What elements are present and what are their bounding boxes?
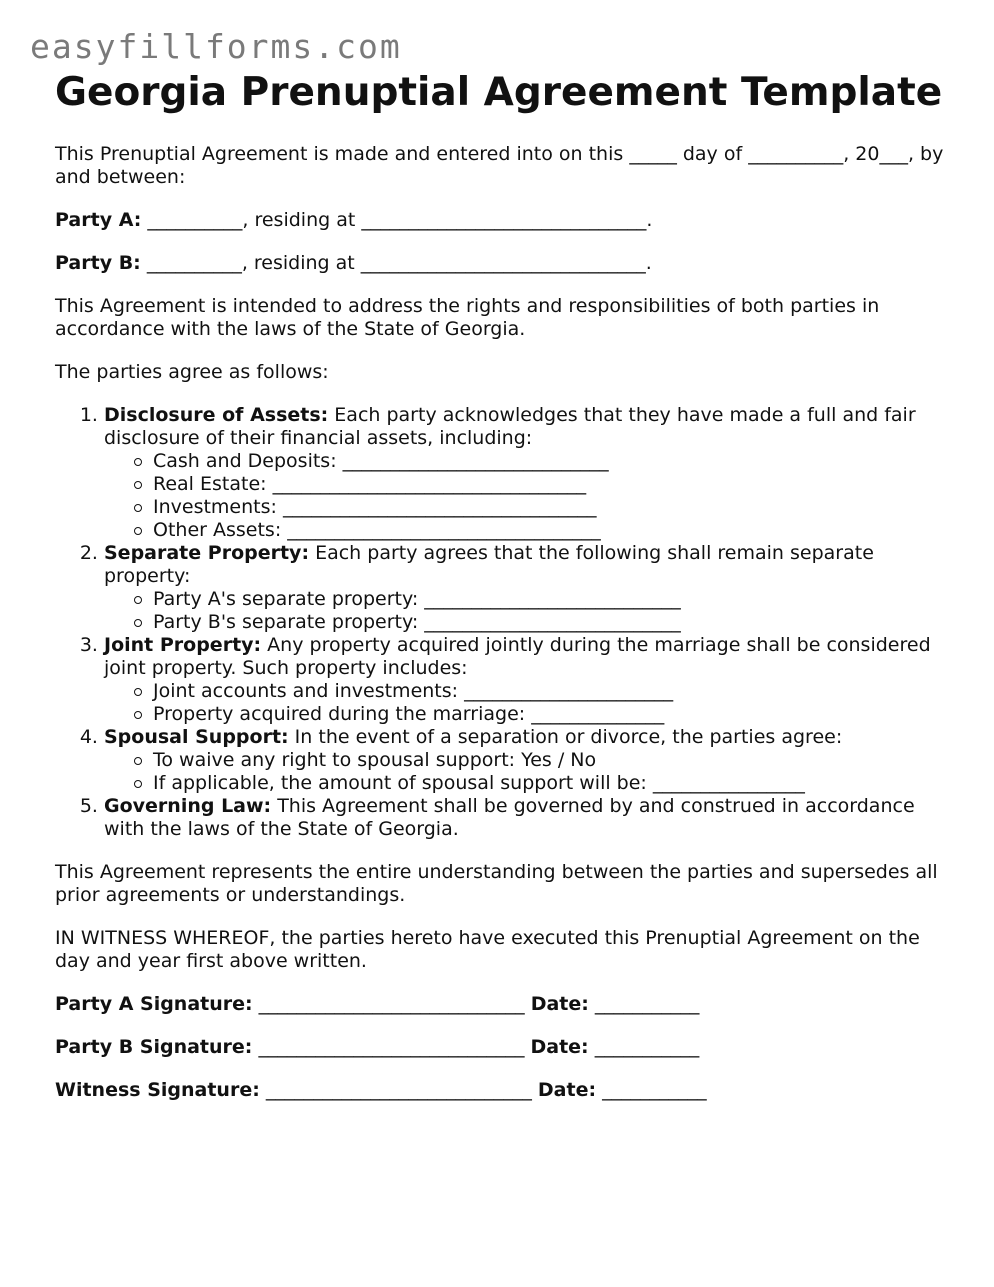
date-label: Date: [530,1036,589,1058]
term-text: Each party agrees that the following shall remain separate property: [104,542,874,587]
signature-line-witness [55,1079,945,1102]
list-item: Cash and Deposits: ____________________________ [153,450,945,473]
purpose-paragraph: This Agreement is intended to address the rights and responsibilities of both parties in accordance with the laws of the State of Georgia. [55,295,880,340]
terms-list [55,404,945,841]
asset-list [104,450,945,542]
term-joint-property [104,634,945,726]
term-text: Each party acknowledges that they have made a full and fair disclosure of their financial assets, including: [104,404,916,449]
watermark: easyfillforms.com [30,27,402,66]
signature-blank: ____________________________ [252,993,531,1015]
term-separate-property [104,542,945,634]
date-blank: ___________ [588,993,700,1015]
entire-agreement-paragraph: This Agreement represents the entire understanding between the parties and supersedes all prior agreements or understandings. [55,861,938,906]
term-text: This Agreement shall be governed by and construed in accordance with the laws of the State of Georgia. [104,795,915,840]
party-a-label: Party A: [55,209,142,231]
term-heading: Disclosure of Assets: [104,404,329,426]
agree-intro: The parties agree as follows: [55,361,329,383]
list-item: Other Assets: _________________________________ [153,519,945,542]
signature-blank: ____________________________ [252,1036,531,1058]
term-heading: Spousal Support: [104,726,289,748]
term-disclosure-of-assets [104,404,945,542]
term-text: Any property acquired jointly during the marriage shall be considered joint property. Such property includes: [104,634,931,679]
spousal-support-list [104,749,945,795]
list-item: Property acquired during the marriage: ______________ [153,703,945,726]
party-b-label: Party B: [55,252,141,274]
list-item: To waive any right to spousal support: Yes / No [153,749,945,772]
date-blank: ___________ [596,1079,707,1101]
term-heading: Joint Property: [104,634,262,656]
term-heading: Separate Property: [104,542,310,564]
intro-paragraph: This Prenuptial Agreement is made and entered into on this _____ day of __________, 20___, by and between: [55,143,944,188]
signature-label: Witness Signature: [55,1079,260,1101]
party-b-fields: __________, residing at ______________________________. [140,252,652,274]
date-blank: ___________ [588,1036,700,1058]
document-body [55,70,945,1102]
document-title: Georgia Prenuptial Agreement Template [55,70,943,115]
signature-line-party-b [55,1036,945,1059]
term-heading: Governing Law: [104,795,272,817]
list-item: Real Estate: _________________________________ [153,473,945,496]
term-governing-law [104,795,945,841]
party-b-line [55,252,945,275]
list-item: If applicable, the amount of spousal support will be: ________________ [153,772,945,795]
term-spousal-support [104,726,945,795]
witness-clause: IN WITNESS WHEREOF, the parties hereto have executed this Prenuptial Agreement on the day and year first above written. [55,927,920,972]
list-item: Joint accounts and investments: ______________________ [153,680,945,703]
term-text: In the event of a separation or divorce, the parties agree: [288,726,843,748]
list-item: Party A's separate property: ___________________________ [153,588,945,611]
joint-property-list [104,680,945,726]
signature-blank: ____________________________ [259,1079,538,1101]
signature-label: Party A Signature: [55,993,253,1015]
signature-label: Party B Signature: [55,1036,253,1058]
separate-property-list [104,588,945,634]
date-label: Date: [537,1079,597,1101]
date-label: Date: [530,993,589,1015]
signature-line-party-a [55,993,945,1016]
list-item: Party B's separate property: ___________________________ [153,611,945,634]
list-item: Investments: _________________________________ [153,496,945,519]
party-a-fields: __________, residing at ______________________________. [141,209,653,231]
party-a-line [55,209,945,232]
